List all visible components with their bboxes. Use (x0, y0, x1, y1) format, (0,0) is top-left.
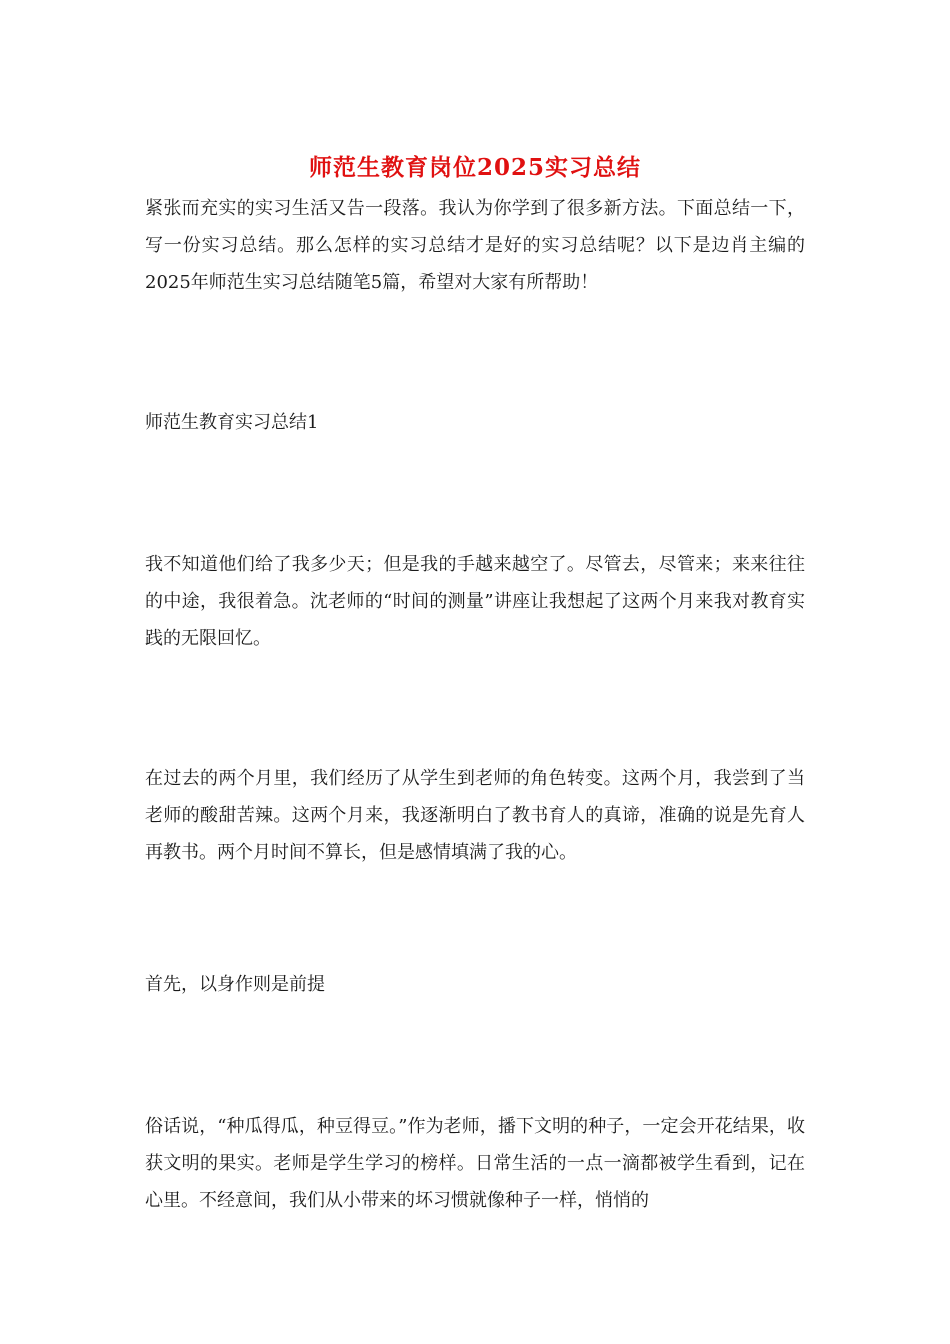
section-subheading: 首先，以身作则是前提 (145, 974, 325, 995)
intro-paragraph: 紧张而充实的实习生活又告一段落。我认为你学到了很多新方法。下面总结一下，写一份实习总结。那么怎样的实习总结才是好的实习总结呢？以下是边肖主编的2025年师范生实习总结随笔5篇，希望对大家有所帮助！ (145, 198, 805, 293)
document-title: 师范生教育岗位2025实习总结 (308, 154, 641, 181)
section-heading-1: 师范生教育实习总结1 (145, 412, 319, 433)
body-paragraph: 我不知道他们给了我多少天；但是我的手越来越空了。尽管去，尽管来；来来往往的中途，我很着急。沈老师的“时间的测量”讲座让我想起了这两个月来我对教育实践的无限回忆。 (145, 554, 805, 649)
body-paragraph: 在过去的两个月里，我们经历了从学生到老师的角色转变。这两个月，我尝到了当老师的酸甜苦辣。这两个月来，我逐渐明白了教书育人的真谛，准确的说是先育人再教书。两个月时间不算长，但是感情填满了我的心。 (145, 768, 805, 863)
body-paragraph: 俗话说，“种瓜得瓜，种豆得豆。”作为老师，播下文明的种子，一定会开花结果，收获文明的果实。老师是学生学习的榜样。日常生活的一点一滴都被学生看到，记在心里。不经意间，我们从小带来的坏习惯就像种子一样，悄悄的 (145, 1116, 805, 1211)
